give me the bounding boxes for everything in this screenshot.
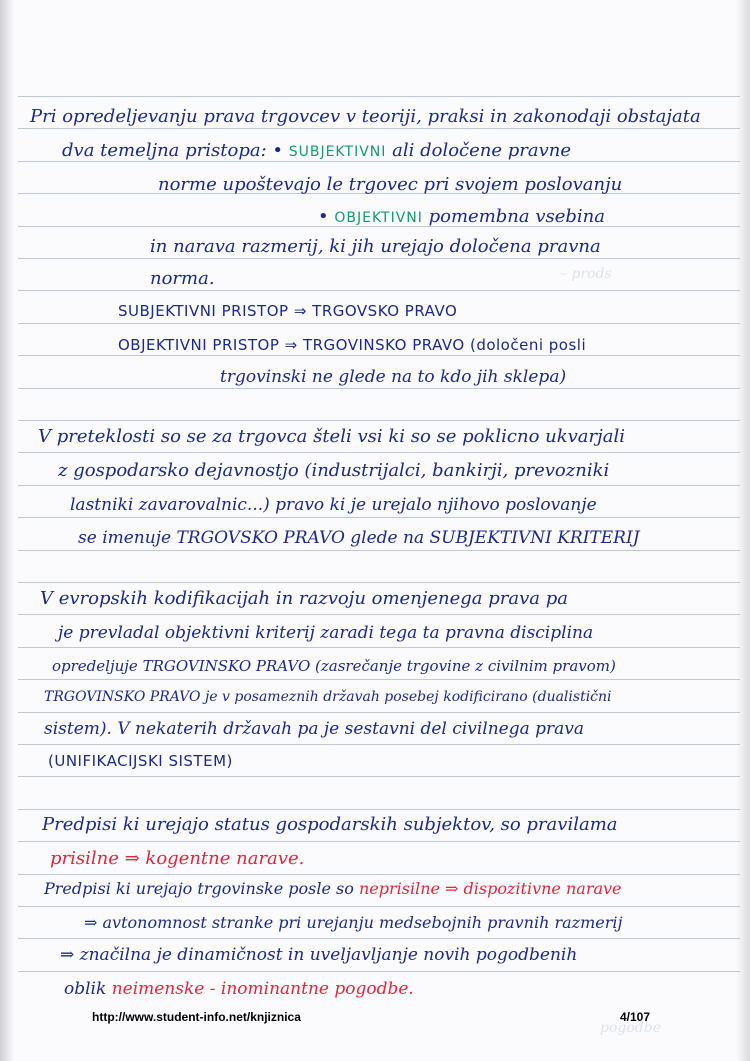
note-line	[40, 588, 568, 610]
ruled-line	[18, 841, 740, 842]
text-segment: se imenuje TRGOVSKO PRAVO glede na SUBJEKTIVNI KRITERIJ	[78, 528, 640, 548]
note-line	[44, 686, 612, 708]
text-segment: Predpisi ki urejajo status gospodarskih subjektov, so pravilama	[42, 814, 618, 835]
note-line	[48, 750, 233, 772]
ruled-line	[18, 550, 740, 551]
note-line	[158, 174, 622, 196]
ruled-line	[18, 258, 740, 259]
note-line	[220, 366, 566, 388]
note-line	[62, 140, 571, 163]
ruled-line	[18, 96, 740, 97]
ruled-line	[18, 323, 740, 324]
text-segment: •	[318, 206, 335, 227]
note-line	[52, 655, 616, 677]
text-segment: lastniki zavarovalnic...) pravo ki je urejalo njihovo poslovanje	[70, 495, 597, 515]
text-segment: SUBJEKTIVNI PRISTOP ⇒ TRGOVSKO PRAVO	[118, 302, 458, 320]
text-segment: norme upoštevajo le trgovec pri svojem poslovanju	[158, 174, 623, 195]
text-segment: Predpisi ki urejajo trgovinske posle so	[44, 879, 359, 898]
note-line	[50, 848, 304, 870]
text-segment: ⇒ značilna je dinamičnost in uveljavljanje novih pogodbenih	[60, 945, 578, 965]
red-annotation: prisilne ⇒ kogentne narave.	[50, 848, 305, 869]
ruled-line	[18, 647, 740, 648]
page-edge-shadow-left	[0, 0, 14, 1061]
note-line	[78, 527, 640, 549]
keyword-highlight: SUBJEKTIVNI	[288, 144, 387, 160]
ruled-line	[18, 420, 740, 421]
ruled-line	[18, 452, 740, 453]
note-line	[64, 978, 414, 1000]
ruled-line	[18, 679, 740, 680]
text-segment: OBJEKTIVNI PRISTOP ⇒ TRGOVINSKO PRAVO (določeni posli	[118, 336, 587, 354]
text-segment: V preteklosti so se za trgovca šteli vsi ki so se poklicno ukvarjali	[38, 426, 625, 447]
note-line	[318, 206, 605, 229]
text-segment: oblik	[64, 979, 112, 999]
text-segment: norma.	[150, 268, 215, 289]
note-line	[150, 236, 601, 258]
text-segment: sistem). V nekaterih državah pa je sestavni del civilnega prava	[44, 719, 585, 739]
note-line	[58, 460, 609, 482]
page-number: 4/107	[620, 1010, 651, 1024]
note-line	[42, 814, 618, 836]
ruled-line	[18, 938, 740, 939]
text-segment: dva temeljna pristopa: •	[62, 140, 289, 161]
ruled-line	[18, 388, 740, 389]
note-line	[70, 494, 597, 516]
ruled-line	[18, 744, 740, 745]
bleed-through-mark: – prods	[560, 266, 612, 282]
note-line	[60, 944, 577, 966]
ruled-line	[18, 809, 740, 810]
text-segment: je prevladal objektivni kriterij zaradi tega ta pravna disciplina	[58, 623, 594, 643]
text-segment: opredeljuje TRGOVINSKO PRAVO (zasrečanje trgovine z civilnim pravom)	[52, 657, 616, 675]
page-edge-shadow-right	[736, 0, 750, 1061]
footer-url[interactable]: http://www.student-info.net/knjiznica	[92, 1010, 301, 1024]
keyword-highlight: OBJEKTIVNI	[334, 210, 423, 226]
text-segment: Pri opredeljevanju prava trgovcev v teoriji, praksi in zakonodaji obstajata	[30, 106, 701, 127]
ruled-line	[18, 485, 740, 486]
ruled-line	[18, 712, 740, 713]
note-line	[38, 426, 625, 448]
ruled-line	[18, 582, 740, 583]
note-line	[58, 622, 593, 644]
note-line	[118, 300, 457, 322]
note-line	[150, 268, 215, 290]
ruled-line	[18, 290, 740, 291]
ruled-line	[18, 128, 740, 129]
text-segment: ⇒ avtonomnost stranke pri urejanju medsebojnih pravnih razmerij	[84, 913, 623, 932]
ruled-line	[18, 906, 740, 907]
red-annotation: neimenske - inominantne pogodbe.	[111, 979, 414, 999]
ruled-line	[18, 874, 740, 875]
red-annotation: neprisilne ⇒ dispozitivne narave	[358, 879, 622, 898]
text-segment: TRGOVINSKO PRAVO je v posameznih državah posebej kodificirano (dualistični	[44, 689, 612, 705]
ruled-line	[18, 971, 740, 972]
text-segment: in narava razmerij, ki jih urejajo določena pravna	[150, 236, 601, 257]
note-line	[84, 912, 622, 934]
ruled-line	[18, 614, 740, 615]
text-segment: ali določene pravne	[386, 140, 572, 161]
ruled-line	[18, 776, 740, 777]
note-line	[44, 718, 584, 740]
text-segment: V evropskih kodifikacijah in razvoju omenjenega prava pa	[40, 588, 568, 609]
note-line	[118, 334, 586, 356]
text-segment: trgovinski ne glede na to kdo jih sklepa)	[220, 367, 567, 387]
note-line	[44, 878, 622, 900]
text-segment: z gospodarsko dejavnostjo (industrijalci, bankirji, prevozniki	[58, 460, 610, 481]
text-segment: (UNIFIKACIJSKI SISTEM)	[48, 752, 233, 770]
bleed-through-mark: pogodbe	[600, 1020, 661, 1036]
ruled-line	[18, 517, 740, 518]
note-line	[30, 106, 701, 128]
text-segment: pomembna vsebina	[422, 206, 606, 227]
